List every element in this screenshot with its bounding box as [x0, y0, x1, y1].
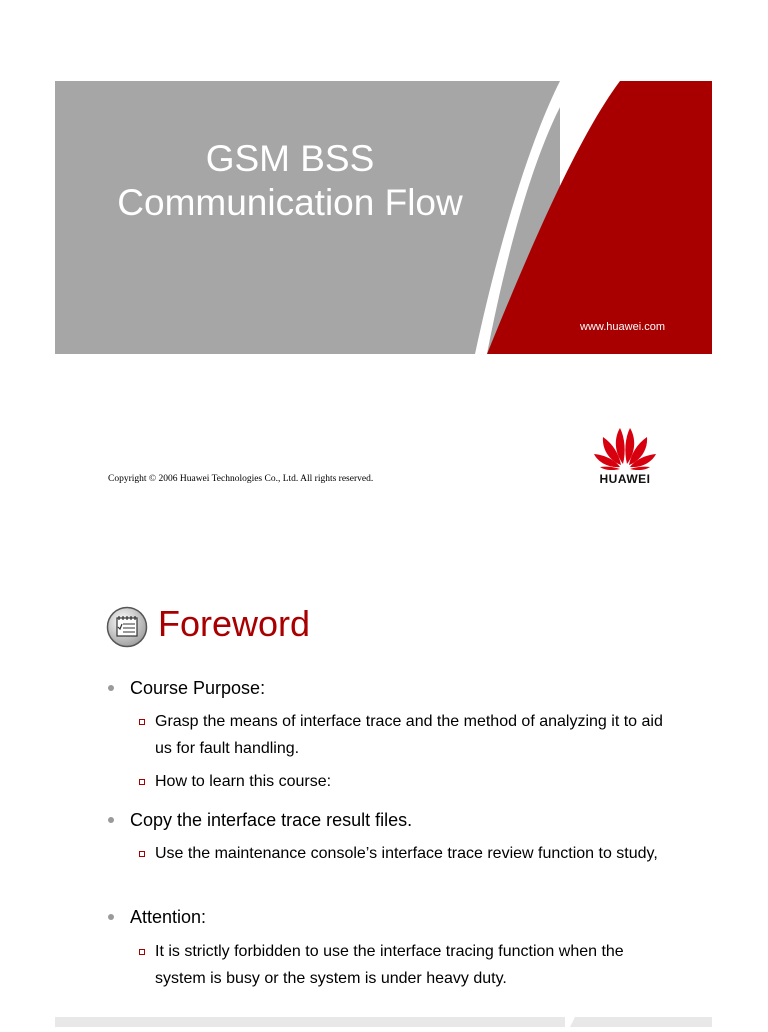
bullet-dot-icon [108, 817, 114, 823]
notepad-icon [106, 606, 148, 648]
sub-bullet-text: Use the maintenance console’s interface trace review function to study, [155, 845, 658, 862]
bullet-text: Attention: [130, 907, 207, 927]
sub-bullet-text: It is strictly forbidden to use the interface tracing function when the system is busy or the system is under heavy duty. [155, 943, 624, 987]
huawei-logo [592, 424, 658, 486]
bullet-text: Course Purpose: [130, 678, 266, 698]
section-title: Foreword [158, 603, 311, 644]
bullet-dot-icon [108, 914, 114, 920]
copyright-notice: Copyright © 2006 Huawei Technologies Co., Ltd. All rights reserved. [108, 474, 374, 484]
square-bullet-icon [139, 779, 145, 785]
title-banner [55, 81, 712, 354]
website-url[interactable]: www.huawei.com [580, 321, 665, 333]
logo-wordmark: HUAWEI [599, 472, 651, 486]
bullet-dot-icon [108, 685, 114, 691]
title-line-1: GSM BSS [205, 138, 375, 179]
footer-band [55, 1014, 712, 1024]
title-line-2: Communication Flow [117, 182, 463, 223]
presentation-title [95, 137, 485, 225]
square-bullet-icon [139, 851, 145, 857]
sub-bullet-text: How to learn this course: [155, 773, 332, 790]
huawei-flower-icon [592, 424, 658, 472]
bullet-text: Copy the interface trace result files. [130, 810, 413, 830]
square-bullet-icon [139, 719, 145, 725]
square-bullet-icon [139, 949, 145, 955]
sub-bullet-text: Grasp the means of interface trace and the method of analyzing it to aid us for fault handling. [155, 713, 663, 757]
